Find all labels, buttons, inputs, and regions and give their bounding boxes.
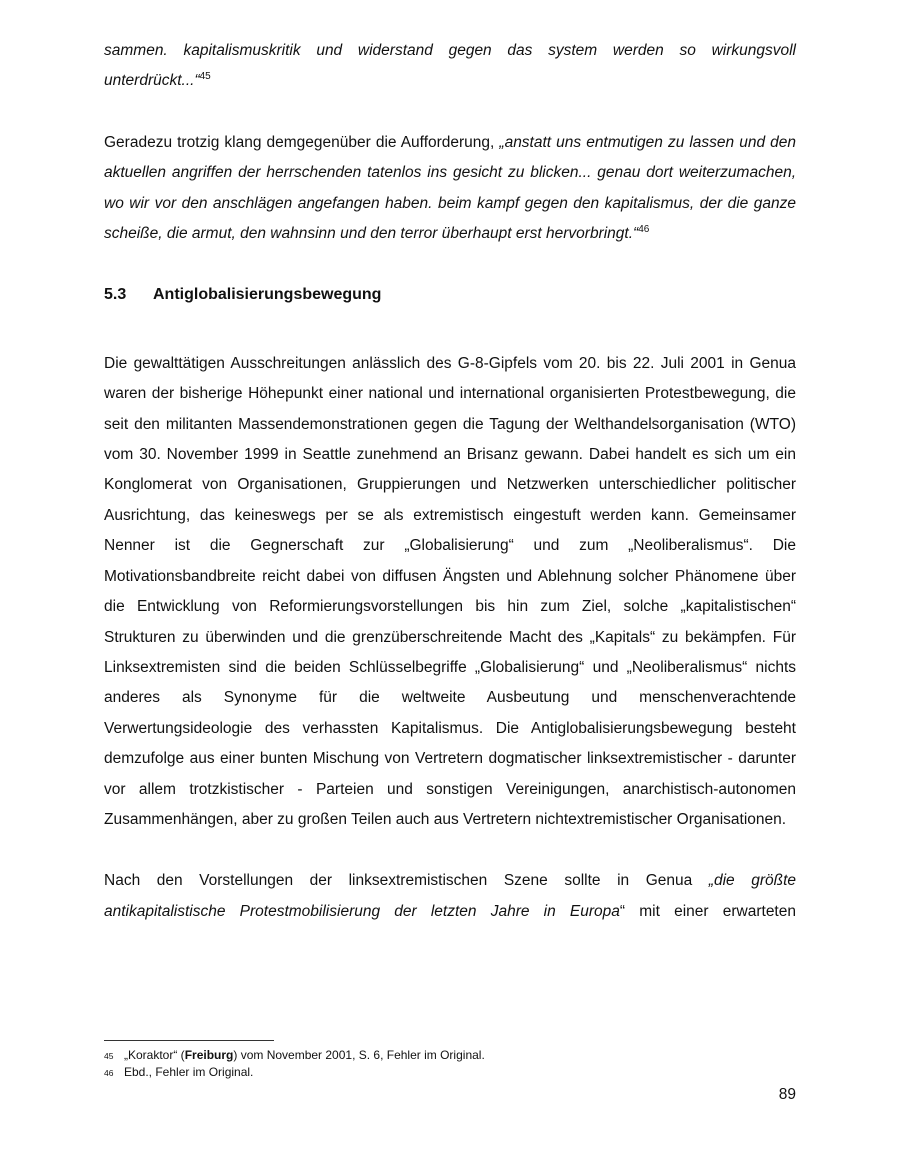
section-number: 5.3 [104, 286, 127, 304]
footnote-45-marker: 45 [104, 1051, 114, 1061]
footnote-separator [104, 1040, 274, 1041]
footnote-ref-46: 46 [638, 223, 650, 235]
footnote-46-marker: 46 [104, 1068, 114, 1078]
footnote-45-text-post: ) vom November 2001, S. 6, Fehler im Original. [233, 1048, 485, 1062]
genua-lead-text: Nach den Vorstellungen der linksextremistischen Szene sollte in Genua [104, 872, 709, 890]
footnote-45-text-pre: „Koraktor“ ( [124, 1048, 185, 1062]
section-title: Antiglobalisierungsbewegung [153, 286, 382, 304]
page-number: 89 [778, 1086, 796, 1103]
defiance-paragraph [104, 128, 796, 250]
quote-continuation-paragraph [104, 36, 796, 97]
footnote-46-text [124, 1064, 796, 1080]
genua-paragraph [104, 866, 796, 927]
footnote-46-text-post: Ebd., Fehler im Original. [124, 1065, 254, 1079]
defiance-quote-text: „anstatt uns entmutigen zu lassen und den aktuellen angriffen der herrschenden tatenlos ins gesicht zu blicken... genau dort weiterzumachen, wo wir vor den anschlägen angefangen haben. beim kampf gegen den kapitalismus, der die ganze scheiße, die armut, den wahnsinn und den terror überhaupt erst hervorbringt.“ [104, 133, 796, 243]
footnote-ref-45: 45 [199, 71, 211, 83]
quote-continuation-text: sammen. kapitalismuskritik und widerstand gegen das system werden so wirkungsvoll unterdrückt...“ [104, 42, 796, 90]
section-heading [104, 280, 796, 310]
body-paragraph-text: Die gewalttätigen Ausschreitungen anlässlich des G-8-Gipfels vom 20. bis 22. Juli 2001 in Genua waren der bisherige Höhepunkt einer national und international organisierten Protestbewegung, die seit den militanten Massendemonstrationen gegen die Tagung der Welthandelsorganisation (WTO) vom 30. November 1999 in Seattle zunehmend an Brisanz gewann. Dabei handelt es sich um ein Konglomerat von Organisationen, Gruppierungen und Netzwerken unterschiedlicher politischer Ausrichtung, das keineswegs per se als extremistisch eingestuft werden kann. Gemeinsamer Nenner ist die Gegnerschaft zur „Globalisierung“ und zum „Neoliberalismus“. Die Motivationsbandbreite reicht dabei von diffusen Ängsten und Ablehnung solcher Phänomene über die Entwicklung von Reformierungsvorstellungen bis hin zum Ziel, solche „kapitalistischen“ Strukturen zu überwinden und die grenzüberschreitende Macht des „Kapitals“ zu bekämpfen. Für Linksextremisten sind die beiden Schlüsselbegriffe „Globalisierung“ und „Neoliberalismus“ nichts anderes als Synonyme für die weltweite Ausbeutung und menschenverachtende Verwertungsideologie des verhassten Kapitalismus. Die Antiglobalisierungsbewegung besteht demzufolge aus einer bunten Mischung von Vertretern dogmatischer linksextremistischer - darunter vor allem trotzkistischer - Parteien und sonstigen Vereinigungen, anarchistisch-autonomen Zusammenhängen, aber zu großen Teilen auch aus Vertretern nichtextremistischer Organisationen. [104, 354, 796, 828]
footnote-45-source-bold: Freiburg [184, 1048, 234, 1062]
footnote-45-text [124, 1047, 796, 1063]
defiance-lead-text: Geradezu trotzig klang demgegenüber die Aufforderung, [104, 133, 500, 151]
genua-tail-text: “ mit einer erwarteten [619, 902, 796, 920]
footnote-45 [104, 1047, 796, 1064]
footnote-46 [104, 1064, 796, 1081]
footnote-area [104, 1040, 796, 1081]
page-content [104, 36, 796, 958]
body-paragraph [104, 349, 796, 836]
genua-quote-text: „die größte antikapitalistische Protestmobilisierung der letzten Jahre in Europa [104, 872, 796, 920]
